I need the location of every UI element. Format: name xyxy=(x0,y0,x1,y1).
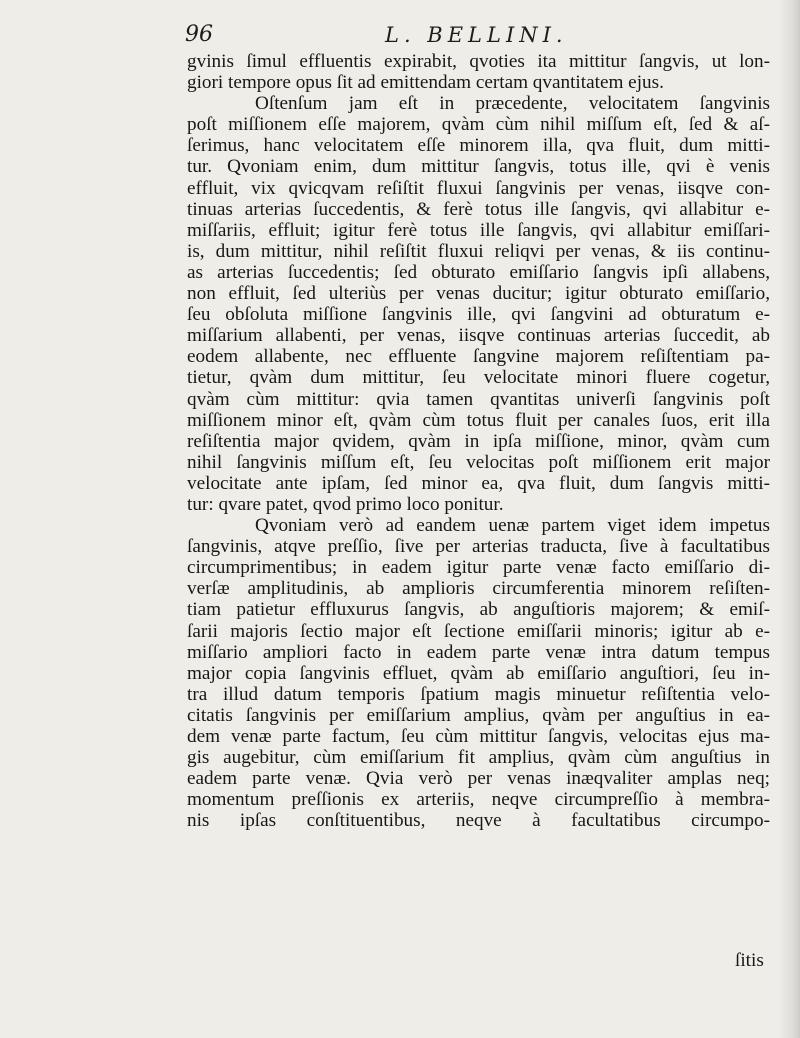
text-line: as arterias ſuccedentis; ſed obturato emiſſario ſangvis ipſi allabens, xyxy=(187,261,770,283)
text-line: nihil ſangvinis miſſum eſt, ſeu velocitas poſt miſſionem erit major xyxy=(187,451,770,473)
text-line: is, dum mittitur, nihil reſiſtit fluxui reliqvi per venas, & iis continu- xyxy=(187,240,770,262)
page-number: 96 xyxy=(185,22,213,47)
text-line: momentum preſſionis ex arteriis, neqve circumpreſſio à membra- xyxy=(187,789,770,811)
text-line: effluit, vix qvicqvam reſiſtit fluxui ſangvinis per venas, iisqve con- xyxy=(187,177,770,199)
text-line: miſſario ampliori facto in eadem parte venæ intra datum tempus xyxy=(187,641,770,663)
text-line: dem venæ parte factum, ſeu cùm mittitur ſangvis, velocitas ejus ma- xyxy=(187,726,770,747)
text-line: tur. Qvoniam enim, dum mittitur ſangvis, totus ille, qvi è venis xyxy=(187,156,770,178)
page-header xyxy=(185,22,765,52)
text-line: major copia ſangvinis effluet, qvàm ab emiſſario anguſtiori, ſeu in- xyxy=(187,662,770,684)
text-line: poſt miſſionem eſſe majorem, qvàm cùm nihil miſſum eſt, ſed & aſ- xyxy=(187,114,770,136)
running-head: L. BELLINI. xyxy=(385,23,568,47)
text-line: eodem allabente, nec effluente ſangvine majorem reſiſtentiam pa- xyxy=(187,346,770,368)
text-line: nis ipſas conſtituentibus, neqve à facultatibus circumpo- xyxy=(187,810,770,832)
catchword: ſitis xyxy=(735,950,764,971)
text-line: ſerimus, hanc velocitatem eſſe minorem illa, qva fluit, dum mitti- xyxy=(187,135,770,157)
text-line: gvinis ſimul effluentis expirabit, qvoties ita mittitur ſangvis, ut lon- xyxy=(187,51,770,72)
text-line: verſæ amplitudinis, ab amplioris circumferentia minorem reſiſten- xyxy=(187,578,770,600)
text-line: eadem parte venæ. Qvia verò per venas inæqvaliter amplas neq; xyxy=(187,768,770,790)
page-edge-shadow xyxy=(778,0,800,1038)
text-line: tiam patietur effluxurus ſangvis, ab anguſtioris majorem; & emiſ- xyxy=(187,599,770,621)
text-line: tra illud datum temporis ſpatium magis minuetur reſiſtentia velo- xyxy=(187,683,770,705)
paragraph-start-line: Qvoniam verò ad eandem uenæ partem viget idem impetus xyxy=(255,515,770,537)
text-line: qvàm cùm mittitur: qvia tamen qvantitas univerſi ſangvinis poſt xyxy=(187,388,770,410)
text-line: non effluit, ſed ulteriùs per venas ducitur; igitur obturato emiſſario, xyxy=(187,283,770,305)
text-line: tur: qvare patet, qvod primo loco ponitur. xyxy=(187,493,504,515)
text-line: reſiſtentia major qvidem, qvàm in ipſa miſſione, minor, qvàm cum xyxy=(187,430,770,452)
paragraph-start-line: Oſtenſum jam eſt in præcedente, velocitatem ſangvinis xyxy=(255,93,770,115)
text-line: tinuas arterias ſuccedentis, & ferè totus ille ſangvis, qvi allabitur e- xyxy=(187,198,770,220)
text-line: ſarii majoris ſectio major eſt ſectione emiſſarii minoris; igitur ab e- xyxy=(187,620,770,642)
text-line: ſeu obſoluta miſſione ſangvinis ille, qvi ſangvini ad obturatum e- xyxy=(187,304,770,326)
body-text xyxy=(187,51,770,831)
text-line: miſſarium allabenti, per venas, iisqve continuas arterias ſuccedit, ab xyxy=(187,325,770,347)
text-line: miſſariis, effluit; igitur ferè totus ille ſangvis, qvi allabitur emiſſari- xyxy=(187,219,770,241)
text-line: ſangvinis, atqve preſſio, ſive per arterias traducta, ſive à facultatibus xyxy=(187,536,770,558)
text-line: citatis ſangvinis per emiſſarium amplius, qvàm per anguſtius in ea- xyxy=(187,704,770,726)
text-line: velocitate ante ipſam, ſed minor ea, qva fluit, dum ſangvis mitti- xyxy=(187,472,770,494)
text-line: giori tempore opus ſit ad emittendam certam qvantitatem ejus. xyxy=(187,72,664,94)
text-line: gis augebitur, cùm emiſſarium fit amplius, qvàm cùm anguſtius in xyxy=(187,747,770,769)
text-line: circumprimentibus; in eadem igitur parte venæ facto emiſſario di- xyxy=(187,557,770,579)
text-line: tietur, qvàm dum mittitur, ſeu velocitate minori fluere cogetur, xyxy=(187,367,770,389)
text-line: miſſionem minor eſt, qvàm cùm totus fluit per canales ſuos, erit illa xyxy=(187,409,770,431)
